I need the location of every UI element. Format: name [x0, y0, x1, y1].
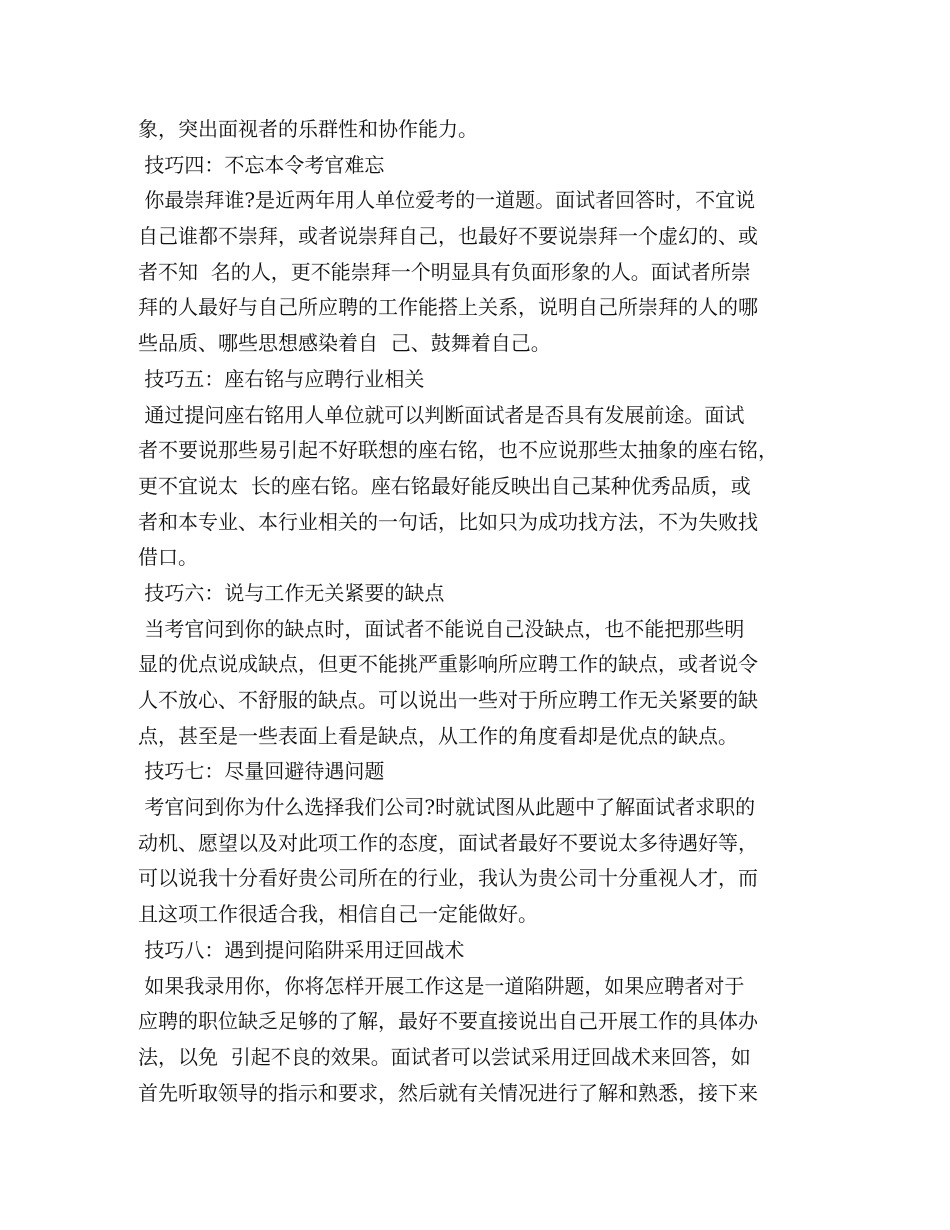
text-line: 且这项工作很适合我，相信自己一定能做好。: [138, 902, 538, 927]
text-line: 显的优点说成缺点，但更不能挑严重影响所应聘工作的缺点，或者说令: [138, 652, 758, 677]
text-line: 象，突出面视者的乐群性和协作能力。: [138, 117, 478, 141]
section-heading-tip-8: 技巧八：遇到提问陷阱采用迂回战术: [138, 937, 465, 962]
text-line: 借口。: [138, 545, 198, 570]
text-line: 者不要说那些易引起不好联想的座右铭，也不应说那些太抽象的座右铭，: [138, 438, 778, 463]
text-line: 人不放心、不舒服的缺点。可以说出一些对于所应聘工作无关紧要的缺: [138, 688, 758, 712]
text-line: 自己谁都不崇拜，或者说崇拜自己，也最好不要说崇拜一个虚幻的、或: [138, 224, 758, 249]
text-line: 通过提问座右铭用人单位就可以判断面试者是否具有发展前途。面试: [138, 402, 745, 427]
section-heading-tip-5: 技巧五：座右铭与应聘行业相关: [138, 366, 425, 391]
section-heading-tip-4: 技巧四：不忘本令考官难忘: [138, 152, 385, 177]
text-line: 点，甚至是一些表面上看是缺点，从工作的角度看却是优点的缺点。: [138, 723, 738, 748]
text-line: 可以说我十分看好贵公司所在的行业，我认为贵公司十分重视人才，而: [138, 866, 758, 891]
section-heading-tip-6: 技巧六：说与工作无关紧要的缺点: [138, 580, 445, 605]
document-body: [138, 112, 828, 1111]
text-line: 些品质、哪些思想感染着自 己、鼓舞着自己。: [138, 331, 551, 356]
text-line: 更不宜说太 长的座右铭。座右铭最好能反映出自己某种优秀品质，或: [138, 473, 751, 498]
text-line: 动机、愿望以及对此项工作的态度，面试者最好不要说太多待遇好等，: [138, 830, 758, 855]
text-line: 应聘的职位缺乏足够的了解，最好不要直接说出自己开展工作的具体办: [138, 1009, 758, 1034]
text-line: 首先听取领导的指示和要求，然后就有关情况进行了解和熟悉，接下来: [138, 1080, 758, 1105]
text-line: 者和本专业、本行业相关的一句话，比如只为成功找方法，不为失败找: [138, 509, 758, 534]
text-line: 法，以免 引起不良的效果。面试者可以尝试采用迂回战术来回答，如: [138, 1044, 751, 1069]
section-heading-tip-7: 技巧七：尽量回避待遇问题: [138, 759, 385, 784]
text-line: 者不知 名的人，更不能崇拜一个明显具有负面形象的人。面试者所崇: [138, 259, 751, 284]
text-line: 你最崇拜谁?是近两年用人单位爱考的一道题。面试者回答时，不宜说: [138, 188, 756, 213]
text-line: 考官问到你为什么选择我们公司?时就试图从此题中了解面试者求职的: [138, 795, 756, 820]
text-line: 拜的人最好与自己所应聘的工作能搭上关系，说明自己所崇拜的人的哪: [138, 295, 758, 320]
text-line: 如果我录用你，你将怎样开展工作这是一道陷阱题，如果应聘者对于: [138, 973, 745, 998]
text-line: 当考官问到你的缺点时，面试者不能说自己没缺点，也不能把那些明: [138, 616, 745, 641]
